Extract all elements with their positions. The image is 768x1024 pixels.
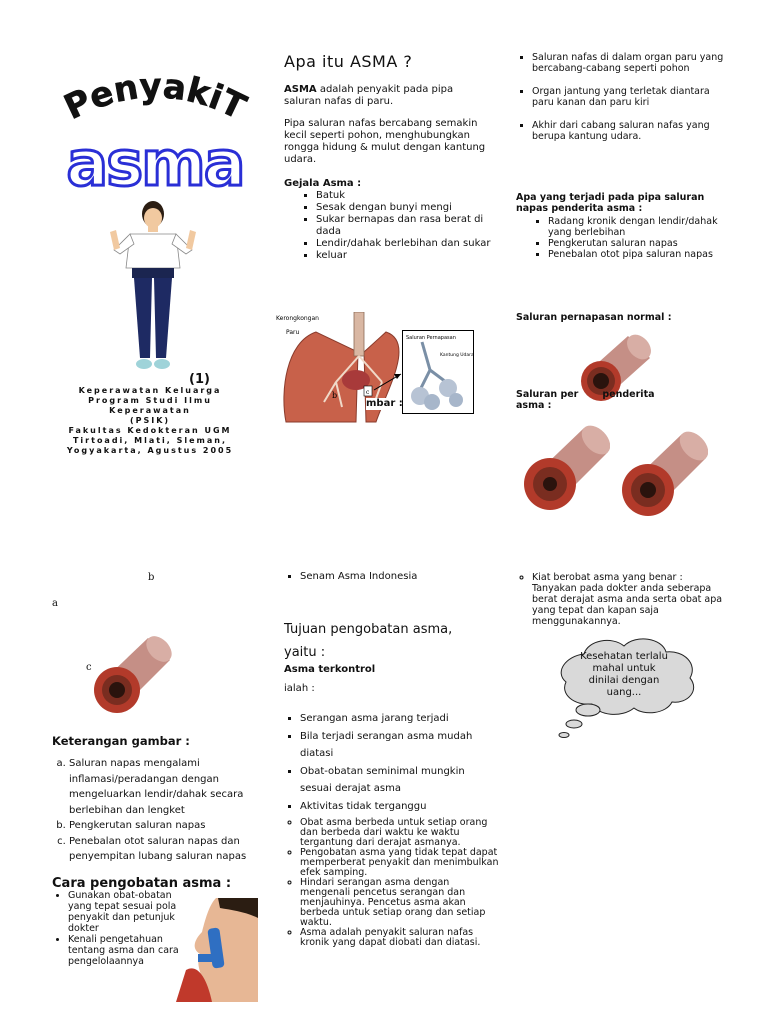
asthma-heading-b: penderita xyxy=(602,389,655,400)
list-item: ▪ Bila terjadi serangan asma mudah diatasi xyxy=(300,728,496,763)
def-term: ASMA xyxy=(284,84,317,95)
boy-illustration xyxy=(108,198,198,376)
senam-list xyxy=(284,571,500,583)
cover-title-art xyxy=(40,70,270,195)
gejala-list xyxy=(300,190,496,262)
list-item: ▪ Sukar bernapas dan rasa berat di dada xyxy=(316,214,496,238)
keterangan-heading: Keterangan gambar : xyxy=(52,734,190,748)
tujuan-heading: Tujuan pengobatan asma, yaitu : xyxy=(284,622,453,660)
label-paru: Paru xyxy=(286,329,300,336)
label-kerongkongan: Kerongkongan xyxy=(276,315,319,322)
footer-line: Yogyakarta, Agustus 2005 xyxy=(66,446,234,455)
list-item: ◦ Kiat berobat asma yang benar : Tanyakan pada dokter anda seberapa berat derajat asma anda serta obat apa yang tepat dan kapan saja menggunakannya. xyxy=(532,572,728,627)
footer-line: Fakultas Kedokteran UGM xyxy=(68,426,232,435)
list-item: ▪ Pengkerutan saluran napas xyxy=(548,238,720,249)
cover-title-main: asma xyxy=(66,127,244,195)
cara-list xyxy=(52,890,192,967)
asthma-heading-c: asma : xyxy=(516,400,552,411)
footer-line: Keperawatan Keluarga xyxy=(78,386,222,395)
cover-title-top: PenyakiT xyxy=(58,70,252,128)
inset-kantung-label: Kantung Udara xyxy=(440,353,474,358)
list-item: c. Penebalan otot saluran napas dan penyempitan lubang saluran napas xyxy=(69,834,273,865)
q-heading: Apa yang terjadi pada pipa saluran napas penderita asma : xyxy=(516,192,705,214)
list-item: • Gunakan obat-obatan yang tepat sesuai pola penyakit dan petunjuk dokter xyxy=(68,890,192,934)
list-item: ◦ Obat asma berbeda untuk setiap orang dan berbeda dari waktu ke waktu tergantung dari derajat asmanya. xyxy=(300,818,500,848)
list-item: ◦ Pengobatan asma yang tidak tepat dapat memperberat penyakit dan menimbulkan efek samping. xyxy=(300,848,500,878)
asthma-heading-a: Saluran per xyxy=(516,389,579,400)
list-item: ▪ Radang kronik dengan lendir/dahak yang berlebihan xyxy=(548,216,720,238)
list-item: ▪ Senam Asma Indonesia xyxy=(300,571,500,583)
list-item: ▪ keluar xyxy=(316,250,496,262)
list-item: ◦ Asma adalah penyakit saluran nafas kronik yang dapat diobati dan diatasi. xyxy=(300,928,500,948)
list-item: ▪ Aktivitas tidak terganggu xyxy=(300,798,496,816)
paragraph-pipa: Pipa saluran nafas bercabang semakin kecil seperti pohon, menghubungkan rongga hidung & mulut dengan kantung udara. xyxy=(284,118,486,165)
inhaler-illustration xyxy=(176,898,258,1002)
keterangan-list xyxy=(52,756,273,865)
list-item: ▪ Penebalan otot pipa saluran napas xyxy=(548,249,720,260)
footer-line: Program Studi Ilmu Keperawatan xyxy=(88,396,212,415)
ialah-text: ialah : xyxy=(284,683,315,694)
list-item: ▪ Sesak dengan bunyi mengi xyxy=(316,202,496,214)
tube-inflamed xyxy=(92,632,172,718)
cloud-text: Kesehatan terlalu mahal untuk dinilai dengan uang... xyxy=(580,651,668,698)
list-item: ▪ Serangan asma jarang terjadi xyxy=(300,710,496,728)
terkontrol-heading: Asma terkontrol xyxy=(284,664,376,675)
list-item: ◦ Hindari serangan asma dengan mengenali pencetus serangan dan menjauhinya. Pencetus asma akan berbeda untuk setiap orang dan setiap waktu. xyxy=(300,878,500,928)
list-item: • Kenali pengetahuan tentang asma dan cara pengelolaannya xyxy=(68,934,192,967)
cover-footer xyxy=(45,386,255,456)
list-item: ▪ Obat-obatan seminimal mungkin sesuai derajat asma xyxy=(300,763,496,798)
list-item: a. Saluran napas mengalami inflamasi/peradangan dengan mengeluarkan lendir/dahak secara berlebihan dan lengket xyxy=(69,756,273,818)
alveoli-inset xyxy=(402,330,474,414)
label-c: c xyxy=(86,662,92,673)
notes-list xyxy=(284,818,500,948)
list-item: ▪ Batuk xyxy=(316,190,496,202)
gejala-heading: Gejala Asma : xyxy=(284,178,362,189)
inset-label: Saluran Pernapasan xyxy=(406,335,456,341)
cara-heading: Cara pengobatan asma : xyxy=(52,876,232,891)
footer-line: Tirtoadi, Mlati, Sleman, xyxy=(72,436,228,445)
label-a: a xyxy=(52,598,58,609)
def-rest: adalah penyakit pada pipa saluran nafas di paru. xyxy=(284,84,454,107)
asthma-heading xyxy=(516,389,706,411)
kiat-list xyxy=(516,572,728,627)
label-b: b xyxy=(148,572,155,583)
list-item: ▪ Organ jantung yang terletak diantara paru kanan dan paru kiri xyxy=(532,86,728,108)
cover-number: (1) xyxy=(189,372,210,387)
footer-line: (PSIK) xyxy=(129,416,171,425)
asma-definition xyxy=(284,84,484,108)
normal-heading: Saluran pernapasan normal : xyxy=(516,312,672,323)
tube-asthma-2 xyxy=(620,428,708,520)
label-c: c xyxy=(366,389,370,396)
terkontrol-list xyxy=(284,710,496,815)
list-item: ▪ Akhir dari cabang saluran nafas yang berupa kantung udara. xyxy=(532,120,728,142)
tube-asthma-1 xyxy=(522,422,610,514)
organ-bullets xyxy=(516,52,728,142)
heading-apa-itu-asma: Apa itu ASMA ? xyxy=(284,52,413,71)
list-item: ▪ Saluran nafas di dalam organ paru yang bercabang-cabang seperti pohon xyxy=(532,52,728,74)
gambar-label-partial: mbar : xyxy=(366,398,403,409)
list-item: ▪ Lendir/dahak berlebihan dan sukar xyxy=(316,238,496,250)
list-item: b. Pengkerutan saluran napas xyxy=(69,818,273,834)
q-list xyxy=(532,216,720,260)
label-b: b xyxy=(332,391,338,400)
